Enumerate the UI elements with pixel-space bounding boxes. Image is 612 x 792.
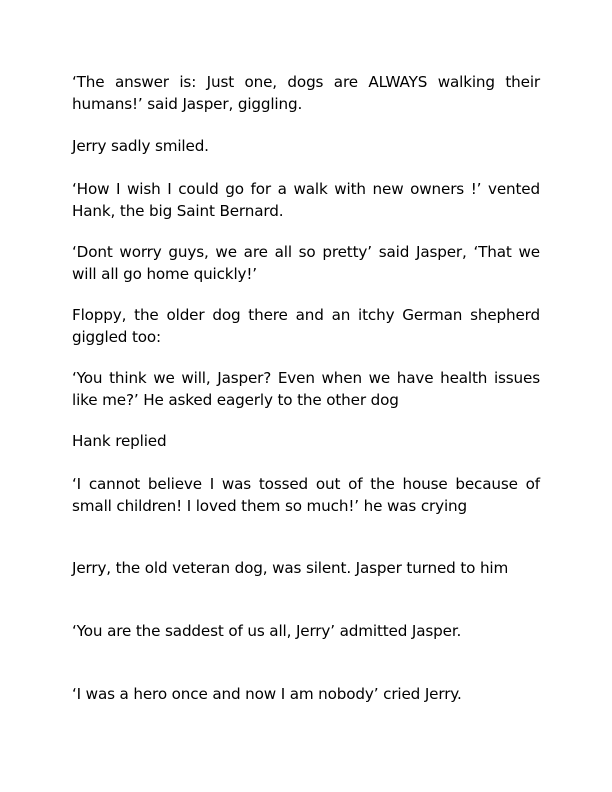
paragraph-10: ‘You are the saddest of us all, Jerry’ admitted Jasper.: [72, 622, 462, 640]
paragraph-9: Jerry, the old veteran dog, was silent. Jasper turned to him: [72, 559, 509, 577]
paragraph-7: Hank replied: [72, 432, 167, 450]
paragraph-11: ‘I was a hero once and now I am nobody’ cried Jerry.: [72, 685, 462, 703]
paragraph-3: ‘How I wish I could go for a walk with new owners !’ vented Hank, the big Saint Bernard.: [72, 180, 540, 220]
paragraph-2: Jerry sadly smiled.: [72, 137, 209, 155]
paragraph-6: ‘You think we will, Jasper? Even when we have health issues like me?’ He asked eagerly to the other dog: [72, 369, 540, 409]
paragraph-8: ‘I cannot believe I was tossed out of the house because of small children! I loved them so much!’ he was crying: [72, 475, 540, 515]
paragraph-4: ‘Dont worry guys, we are all so pretty’ said Jasper, ‘That we will all go home quickly!’: [72, 243, 540, 283]
paragraph-1: ‘The answer is: Just one, dogs are ALWAYS walking their humans!’ said Jasper, giggling.: [72, 73, 540, 113]
paragraph-5: Floppy, the older dog there and an itchy German shepherd giggled too:: [72, 306, 540, 346]
